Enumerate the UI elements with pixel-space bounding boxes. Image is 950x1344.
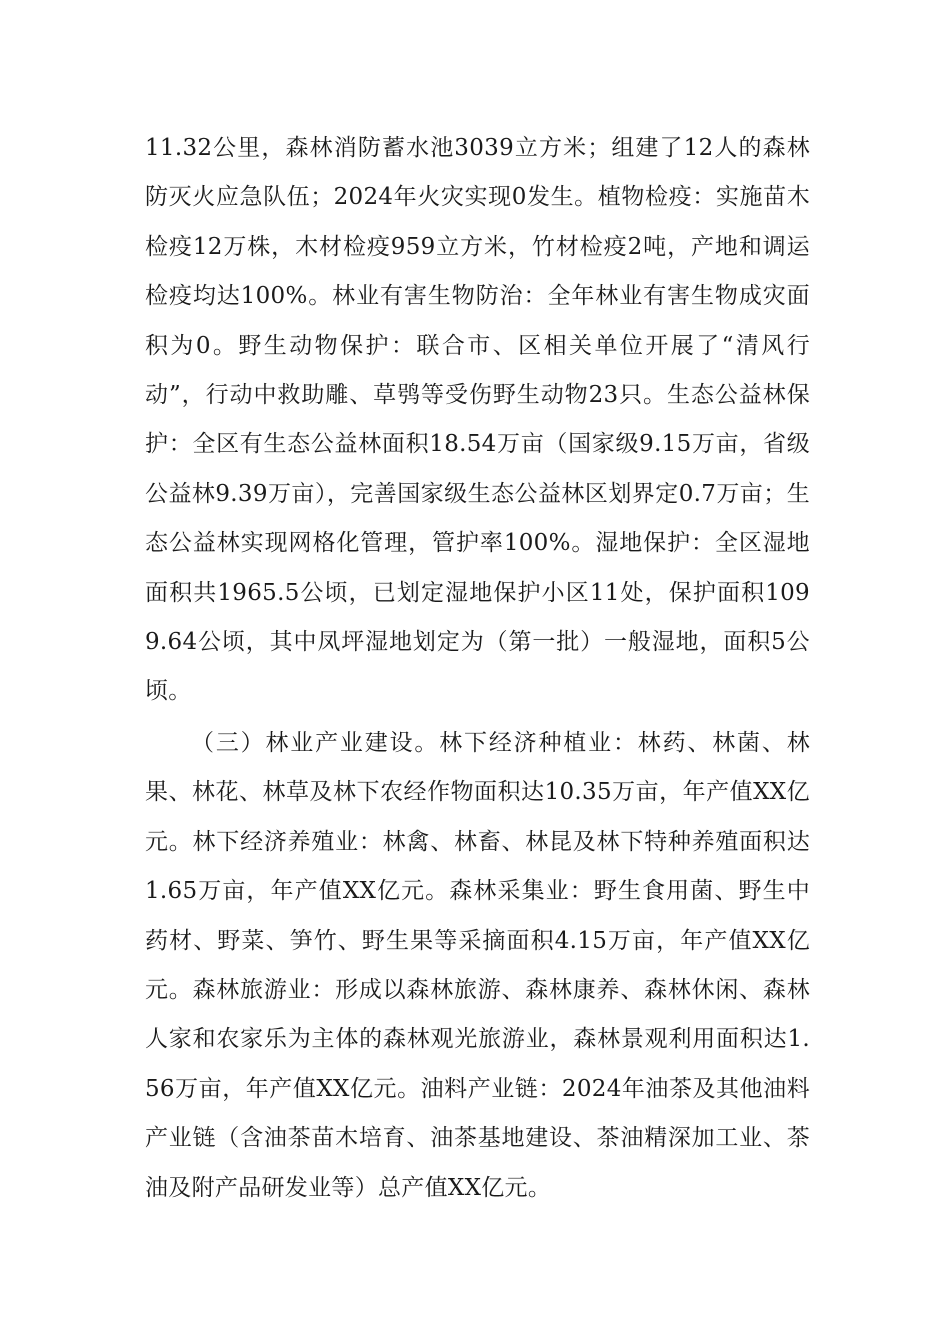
- paragraph-forest-protection: 11.32公里，森林消防蓄水池3039立方米；组建了12人的森林防灭火应急队伍；2024年火灾实现0发生。植物检疫：实施苗木检疫12万株，木材检疫959立方米，竹材检疫2吨，产地和调运检疫均达100%。林业有害生物防治：全年林业有害生物成灾面积为0。野生动物保护：联合市、区相关单位开展了“清风行动”，行动中救助雕、草鸮等受伤野生动物23只。生态公益林保护：全区有生态公益林面积18.54万亩（国家级9.15万亩，省级公益林9.39万亩），完善国家级生态公益林区划界定0.7万亩；生态公益林实现网格化管理，管护率100%。湿地保护：全区湿地面积共1965.5公顷，已划定湿地保护小区11处，保护面积1099.64公顷，其中凤坪湿地划定为（第一批）一般湿地，面积5公顷。: [145, 135, 810, 705]
- paragraph-forestry-industry: （三）林业产业建设。林下经济种植业：林药、林菌、林果、林花、林草及林下农经作物面积达10.35万亩，年产值XX亿元。林下经济养殖业：林禽、林畜、林昆及林下特种养殖面积达1.65万亩，年产值XX亿元。森林采集业：野生食用菌、野生中药材、野菜、笋竹、野生果等采摘面积4.15万亩，年产值XX亿元。森林旅游业：形成以森林旅游、森林康养、森林休闲、森林人家和农家乐为主体的森林观光旅游业，森林景观利用面积达1.56万亩，年产值XX亿元。油料产业链：2024年油茶及其他油料产业链（含油茶苗木培育、油茶基地建设、茶油精深加工业、茶油及附产品研发业等）总产值XX亿元。: [145, 730, 810, 1201]
